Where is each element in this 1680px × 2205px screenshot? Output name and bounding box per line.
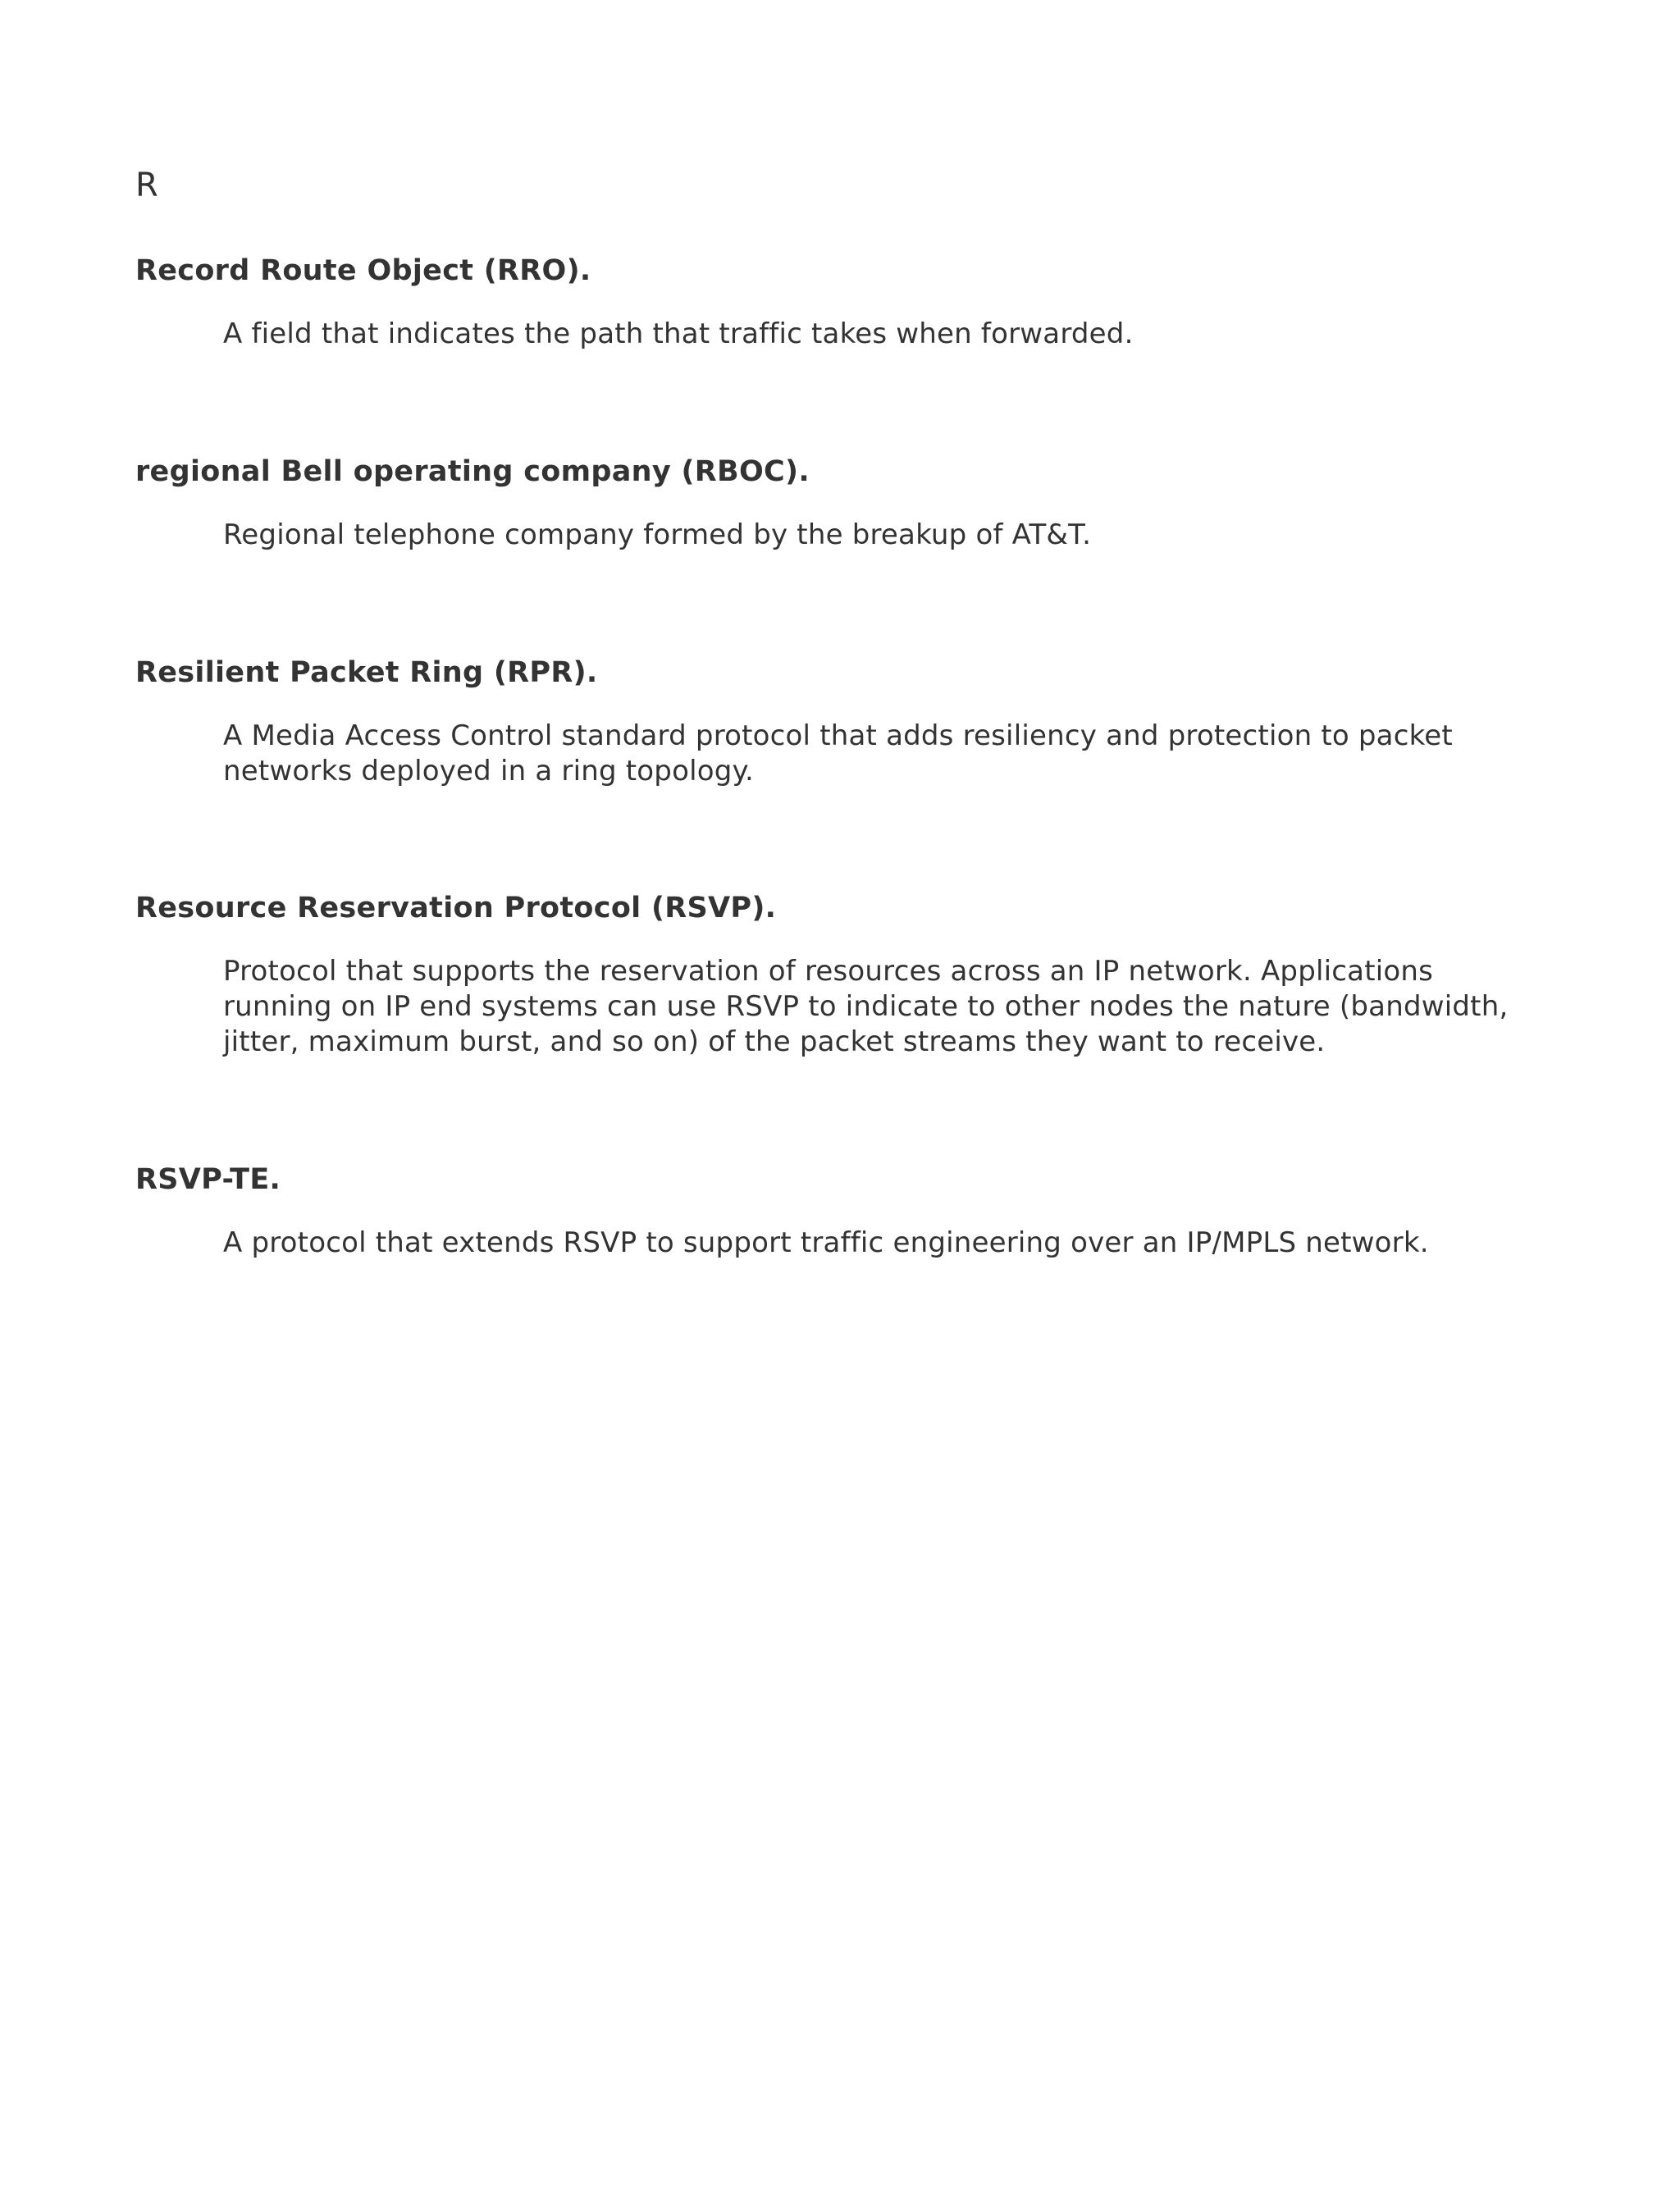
definition-line: jitter, maximum burst, and so on) of the packet streams they want to receive. [223, 1025, 1326, 1058]
glossary-definition [135, 719, 1563, 789]
glossary-entry [135, 890, 1563, 1060]
definition-line: Regional telephone company formed by the breakup of AT&T. [223, 518, 1092, 551]
glossary-definition [135, 1226, 1563, 1261]
glossary-term: regional Bell operating company (RBOC). [135, 455, 810, 488]
definition-line: Protocol that supports the reservation of resources across an IP network. Applications [223, 955, 1434, 988]
glossary-term: RSVP-TE. [135, 1163, 281, 1196]
glossary-entry [135, 1162, 1563, 1261]
definition-line: A field that indicates the path that traffic takes when forwarded. [223, 317, 1134, 350]
definition-line: A Media Access Control standard protocol that adds resiliency and protection to packet [223, 719, 1453, 752]
definition-line: networks deployed in a ring topology. [223, 755, 754, 788]
glossary-term: Record Route Object (RRO). [135, 254, 591, 287]
glossary-definition [135, 518, 1563, 553]
glossary-entry [135, 655, 1563, 789]
definition-line: A protocol that extends RSVP to support traffic engineering over an IP/MPLS network. [223, 1226, 1429, 1259]
glossary-term: Resilient Packet Ring (RPR). [135, 656, 598, 689]
glossary-term: Resource Reservation Protocol (RSVP). [135, 892, 777, 924]
glossary-entry [135, 253, 1563, 352]
glossary-definition [135, 954, 1563, 1060]
section-letter-heading: R [135, 167, 158, 204]
definition-line: running on IP end systems can use RSVP to indicate to other nodes the nature (bandwidth, [223, 990, 1509, 1023]
glossary-entry [135, 454, 1563, 553]
glossary-definition [135, 317, 1563, 352]
